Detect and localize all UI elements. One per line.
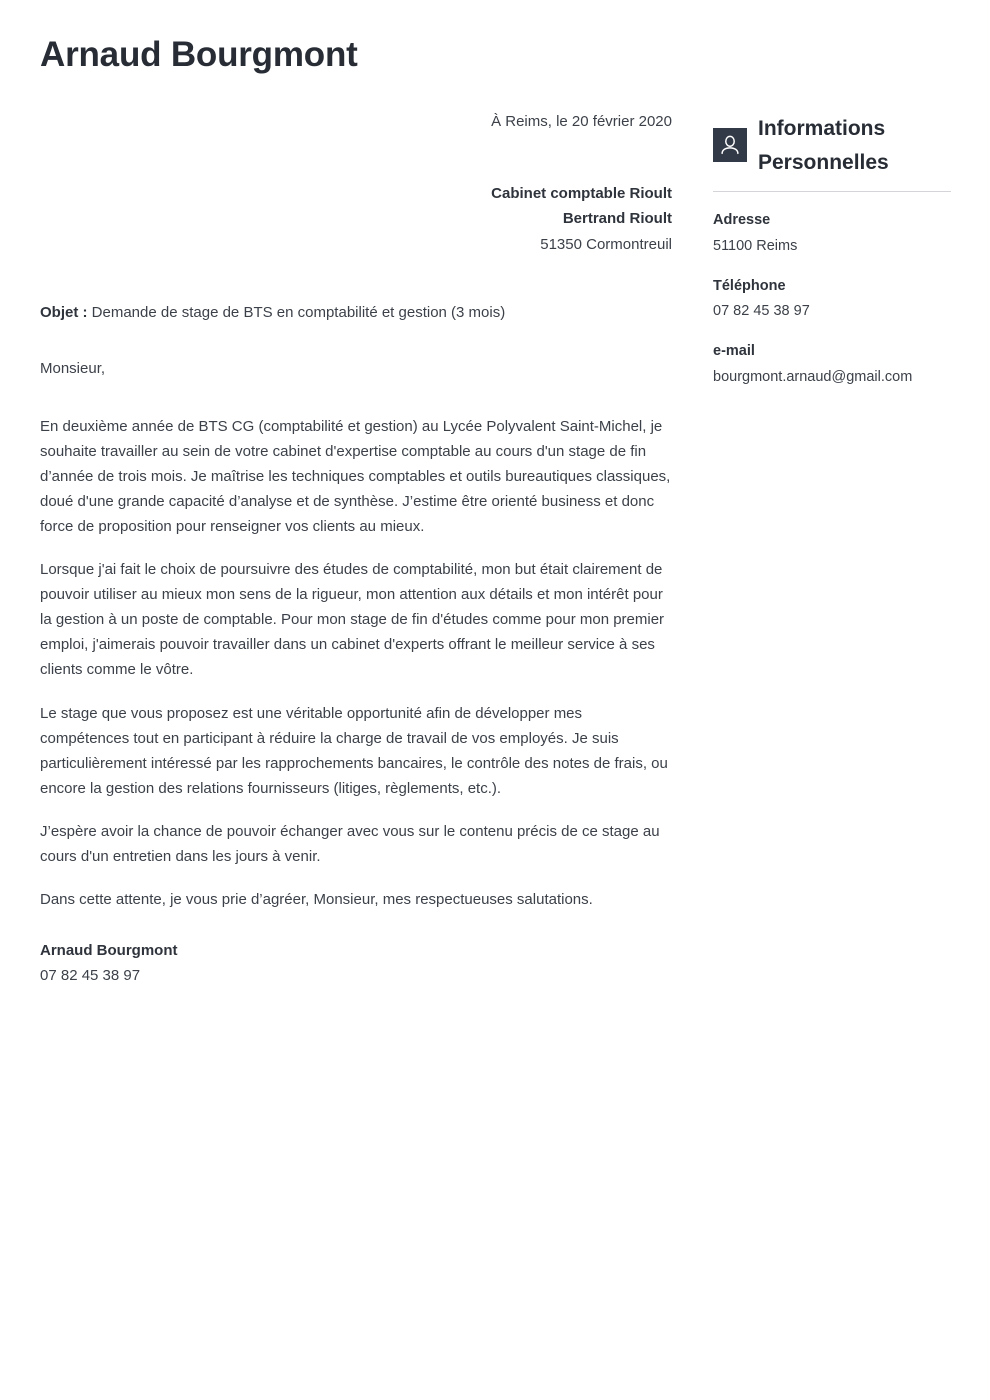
sidebar-header — [713, 112, 951, 180]
info-label: e-mail — [713, 343, 755, 360]
recipient-city: 51350 Cormontreuil — [540, 235, 672, 253]
signature-name: Arnaud Bourgmont — [40, 941, 178, 959]
closing-line: Dans cette attente, je vous prie d’agréer, Monsieur, mes respectueuses salutations. — [40, 890, 593, 908]
letter-body — [40, 110, 672, 988]
sidebar-title-line-2: Personnelles — [758, 151, 889, 175]
info-label: Téléphone — [713, 277, 786, 294]
subject-label: Objet : — [40, 303, 88, 321]
letter-paragraph: Le stage que vous proposez est une véritable opportunité afin de développer mes compétences tout en participant à réduire la charge de travail de vos employés. Je suis particulièrement intéressé par les rapprochements bancaires, le contrôle des notes de frais, ou encore la gestion des relations fournisseurs (litiges, règlements, etc.). — [40, 704, 668, 797]
subject-text: Demande de stage de BTS en comptabilité et gestion (3 mois) — [87, 303, 506, 321]
info-group-email — [713, 341, 951, 389]
info-label: Adresse — [713, 212, 771, 229]
info-group-adresse — [713, 210, 951, 258]
info-group-telephone — [713, 276, 951, 324]
sidebar-divider — [713, 191, 951, 192]
info-value: 07 82 45 38 97 — [713, 303, 810, 320]
info-value: bourgmont.arnaud@gmail.com — [713, 368, 913, 385]
personal-information-sidebar — [713, 112, 951, 389]
sidebar-title-line-1: Informations — [758, 117, 886, 140]
recipient-company: Cabinet comptable Rioult — [491, 185, 672, 203]
salutation: Monsieur, — [40, 360, 106, 378]
recipient-contact: Bertrand Rioult — [562, 210, 672, 228]
person-icon — [713, 128, 747, 162]
letter-paragraph: J’espère avoir la chance de pouvoir échanger avec vous sur le contenu précis de ce stage au cours d'un entretien dans les jours à venir. — [40, 822, 660, 865]
signature-phone: 07 82 45 38 97 — [40, 966, 141, 984]
date-line: À Reims, le 20 février 2020 — [491, 113, 672, 130]
letter-paragraph: Lorsque j'ai fait le choix de poursuivre des études de comptabilité, mon but était clairement de pouvoir utiliser au mieux mon sens de la rigueur, mon attention aux détails et mon intérêt pour la gestion à un poste de comptable. Pour mon stage de fin d'études comme pour mon premier emploi, j'aimerais pouvoir travailler dans un cabinet d'experts offrant le meilleur service à ses clients comme le vôtre. — [40, 561, 665, 679]
signature-block — [40, 939, 672, 989]
sidebar-title — [758, 112, 889, 180]
recipient-address-block — [40, 181, 672, 257]
info-value: 51100 Reims — [713, 237, 798, 254]
letter-paragraph: En deuxième année de BTS CG (comptabilité et gestion) au Lycée Polyvalent Saint-Michel, je souhaite travailler au sein de votre cabinet d'expertise comptable au cours d'un stage de fin d’année de trois mois. Je maîtrise les techniques comptables et outils bureautiques classiques, doué d'une grande capacité d’analyse et de synthèse. J’estime être orienté business et donc force de proposition pour renseigner vos clients au mieux. — [40, 418, 671, 536]
subject-line — [40, 301, 672, 324]
page-title: Arnaud Bourgmont — [40, 35, 358, 74]
